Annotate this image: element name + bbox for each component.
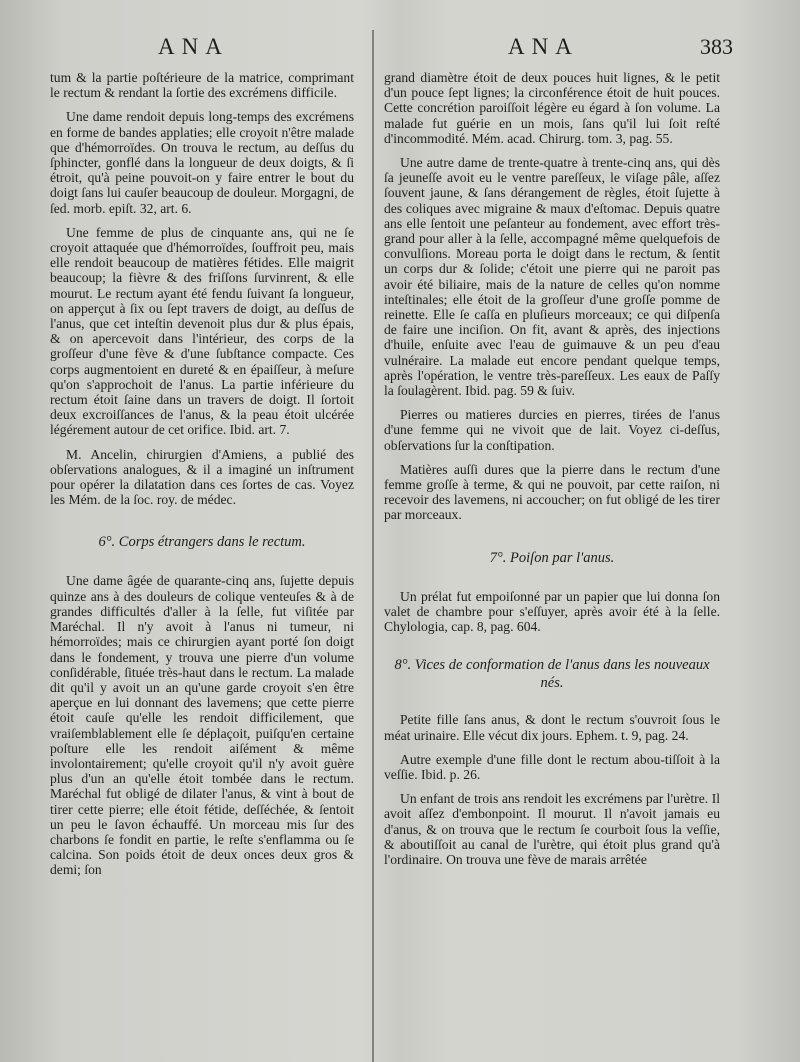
column-rule (372, 30, 374, 1062)
paragraph: Petite fille ſans anus, & dont le rectum s'ouvroit ſous le méat urinaire. Elle vécut dix jours. Ephem. t. 9, pag. 24. (384, 712, 720, 743)
section-heading: 8°. Vices de conformation de l'anus dans les nouveaux nés. (394, 657, 710, 692)
left-column (50, 70, 354, 1056)
paragraph: grand diamètre étoit de deux pouces huit lignes, & le petit d'un pouce ſept lignes; la circonférence étoit de huit pouces. Cette concrétion paroiſſoit légère eu égard à ſon volume. La malade fut guérie en un mois, ſans qu'il lui ſoit reſté d'incommodité. Mém. acad. Chirurg. tom. 3, pag. 55. (384, 70, 720, 146)
paragraph: Une femme de plus de cinquante ans, qui ne ſe croyoit attaquée que d'hémorroïdes, ſouffroit peu, mais elle rendoit beaucoup de matières fétides. Elle maigrit beaucoup; la fièvre & des friſſons ſurvinrent, & elle mourut. Le rectum ayant été fendu ſuivant ſa longueur, on apperçut à ſix ou ſept travers de doigt, au deſſus de l'anus, que cet inteſtin devenoit plus dur & plus épais, & on apercevoit dans l'intérieur, des corps de la groſſeur d'une fève & d'une ſubſtance compacte. Ces corps augmentoient en dureté & en épaiſſeur, à meſure qu'on s'approchoit de l'anus. La partie inférieure du rectum étoit ſaine dans un travers de doigt. Il ſortoit deux excroiſſances de l'anus, & la peau étoit ulcérée légérement autour de cet orifice. Ibid. art. 7. (50, 224, 354, 438)
paragraph: Matières auſſi dures que la pierre dans le rectum d'une femme groſſe à terme, & qui ne pouvoit, par cette raiſon, ni recevoir des lavemens, ni accoucher; on fut obligé de les tirer par morceaux. (384, 461, 720, 523)
paragraph: Pierres ou matieres durcies en pierres, tirées de l'anus d'une femme qui ne vivoit que de lait. Voyez ci-deſſus, obſervations ſur la conſtipation. (384, 407, 720, 453)
section-heading: 7°. Poiſon par l'anus. (489, 549, 615, 566)
paragraph: Une dame âgée de quarante-cinq ans, ſujette depuis quinze ans à des douleurs de colique venteuſes & à de grandes difficultés d'aller à la ſelle, fut viſitée par Maréchal. Il n'y avoit à l'anus ni tumeur, ni hémorroïdes; mais ce chirurgien ayant porté ſon doigt dans le fondement, y trouva une pierre d'un volume conſidérable, ſituée très-haut dans le rectum. La malade dit qu'il y avoit un an qu'une garde croyoit s'en être aperçue en lui donnant des lavemens; que cette pierre étoit cauſe qu'elle les rendoit difficilement, que vraiſemblablement elle ſe déplaçoit, puiſqu'en certaine poſture elle les rendoit aiſément & même involontairement; qu'elle croyoit qu'il n'y avoit guère plus d'un an qu'elle étoit tombée dans le rectum. Maréchal fut obligé de dilater l'anus, & vint à bout de tirer cette pierre; elle étoit fétide, deſſéchée, & ſentoit un peu le ſavon échauffé. Un morceau mis ſur des charbons ſe fondit en partie, le reſte s'enflamma ou ſe calcina. Son poids étoit de deux onces deux gros & demi; ſon (50, 573, 354, 878)
paragraph: Une dame rendoit depuis long-temps des excrémens en forme de bandes applaties; elle croyoit n'être malade que d'hémorroïdes. On trouva le rectum, au deſſus du ſphincter, gonflé dans la longueur de deux doigts, & ſi étroit, qu'à peine pouvoit-on y faire entrer le bout du doigt ſans lui cauſer beaucoup de douleur. Morgagni, de ſed. morb. epiſt. 32, art. 6. (50, 109, 354, 216)
section-heading: 6°. Corps étrangers dans le rectum. (98, 534, 306, 551)
page-number: 383 (700, 34, 733, 59)
paragraph: Une autre dame de trente-quatre à trente-cinq ans, qui dès ſa jeuneſſe avoit eu le ventre pareſſeux, le viſage pâle, aſſez ſouvent jaune, & ſans dérangement de règles, étoit ſujette à des coliques avec migraine & maux d'eſtomac. Depuis quatre ans elle ſentoit une peſanteur au fondement, avec effort très-grand pour aller à la ſelle, accompagné même quelquefois de convulſions. Moreau porta le doigt dans le rectum, & ſentit un corps dur & ſolide; c'étoit une pierre qui ne paroit pas avoir été biliaire, mais de la nature de celles qu'on nomme inteſtinales; elle étoit de la groſſeur d'une groſſe pomme de reinette. Elle ſe caſſa en pluſieurs morceaux; ce qui diſpenſa de faire une inciſion. On fit, avant & après, des injections d'huile, enſuite avec l'eau de guimauve & un peu d'eau vulnéraire. La malade eut encore pendant quelque temps, après l'opération, le ventre très-pareſſeux. Les eaux de Paſſy la ſoulagèrent. Ibid. pag. 59 & ſuiv. (384, 155, 720, 399)
paragraph: M. Ancelin, chirurgien d'Amiens, a publié des obſervations analogues, & il a imaginé un inſtrument pour opérer la dilatation dans ces ſortes de cas. Voyez les Mém. de la ſoc. roy. de médec. (50, 446, 354, 508)
running-head-left: ANA (158, 34, 229, 59)
right-column (384, 70, 720, 1056)
paragraph: Autre exemple d'une fille dont le rectum abou-tiſſoit à la veſſie. Ibid. p. 26. (384, 751, 720, 782)
paragraph: tum & la partie poſtérieure de la matrice, comprimant le rectum & rendant la ſortie des excrémens difficile. (50, 70, 354, 101)
paragraph: Un enfant de trois ans rendoit les excrémens par l'urètre. Il avoit aſſez d'embonpoint. Il mourut. Il n'avoit jamais eu d'anus, & on trouva que le rectum ſe courboit ſous la veſſie, & aboutiſſoit au canal de l'urètre, qui étoit plus grand qu'à l'ordinaire. On trouva une fève de marais arrêtée (384, 791, 720, 867)
running-head-right: ANA (508, 34, 579, 59)
paragraph: Un prélat fut empoiſonné par un papier que lui donna ſon valet de chambre pour s'eſſuyer, après avoir été à la ſelle. Chylologia, cap. 8, pag. 604. (384, 588, 720, 635)
